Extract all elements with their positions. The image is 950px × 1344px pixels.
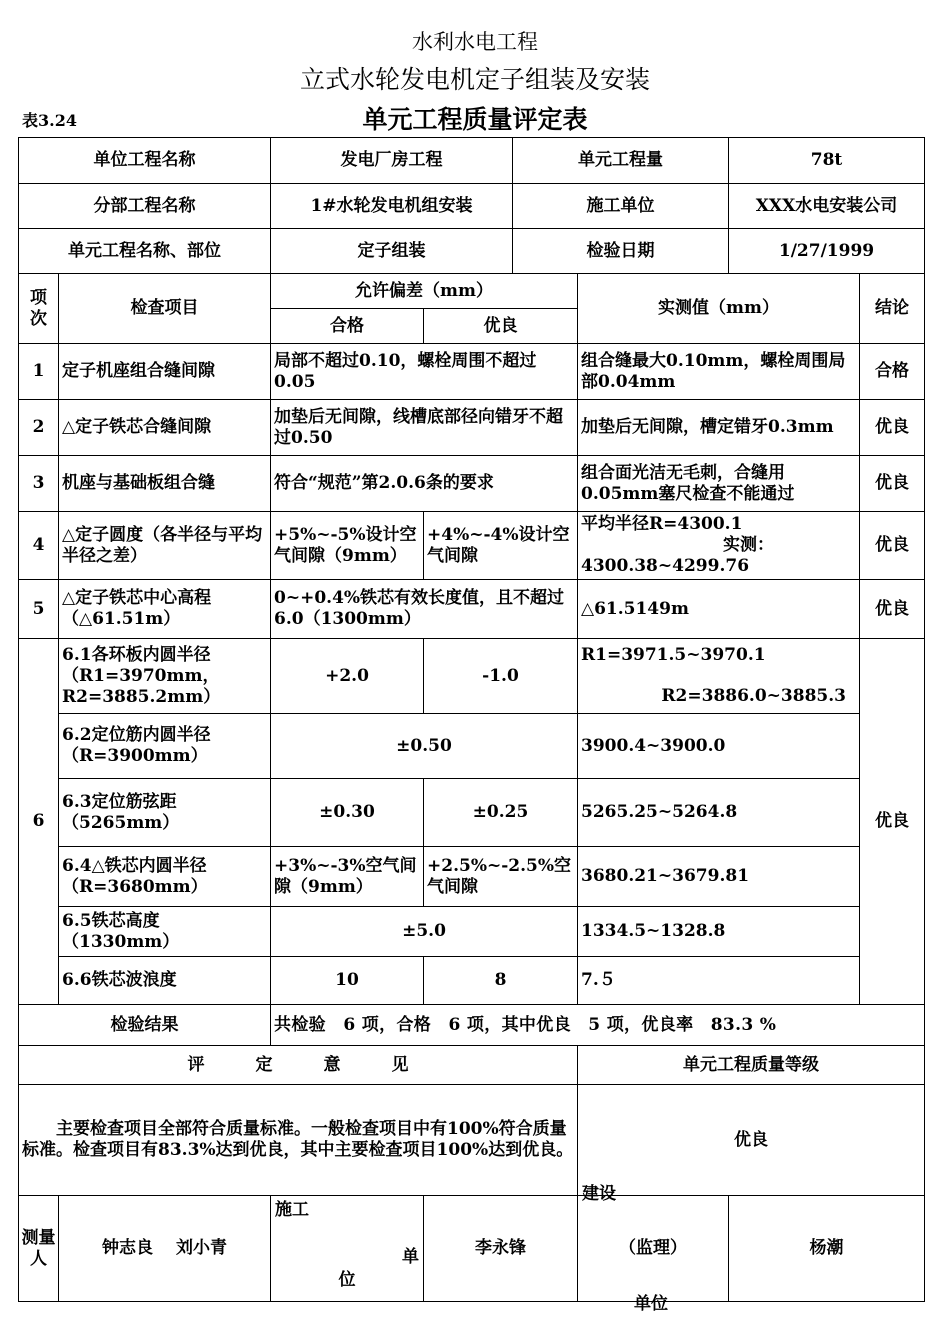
- construction-unit-label: [271, 1196, 424, 1302]
- header-line2: 立式水轮发电机定子组装及安装: [299, 65, 650, 94]
- opinion-label: 评 定 意 见: [19, 1046, 578, 1085]
- row-tolerance: ±0.50: [271, 714, 578, 779]
- grade-label: 单元工程质量等级: [578, 1046, 925, 1085]
- result-label: 检验结果: [19, 1005, 271, 1046]
- row-qualified: +5%~-5%设计空气间隙（9mm）: [271, 512, 424, 580]
- table-row: [19, 957, 925, 1005]
- row-qualified: ±0.30: [271, 779, 424, 847]
- row-tolerance: 符合“规范”第2.0.6条的要求: [271, 456, 578, 512]
- unit-qty-label: 单元工程量: [513, 138, 729, 184]
- supervisor-rep: 杨潮: [729, 1196, 925, 1302]
- row-tolerance: 加垫后无间隙，线槽底部径向错牙不超过0.50: [271, 400, 578, 456]
- supervisor-line: （监理）: [619, 1238, 687, 1258]
- row-item: 6.2定位筋内圆半径（R=3900mm）: [59, 714, 271, 779]
- row-item: 6.3定位筋弦距（5265mm）: [59, 779, 271, 847]
- row-item: 定子机座组合缝间隙: [59, 344, 271, 400]
- unit-project-value: 发电厂房工程: [271, 138, 513, 184]
- construction-unit-line: 位: [338, 1270, 356, 1290]
- measured-line: 平均半径R=4300.1: [581, 514, 743, 534]
- row-excellent: 8: [424, 957, 578, 1005]
- construction-rep: 李永锋: [424, 1196, 578, 1302]
- row-item: △定子圆度（各半径与平均半径之差）: [59, 512, 271, 580]
- supervisor-line: 建设: [582, 1184, 616, 1204]
- row-result: 优良: [860, 580, 925, 639]
- info-row: [19, 184, 925, 229]
- measured-line: R2=3886.0~3885.3: [661, 686, 846, 706]
- contractor-value: XXX水电安装公司: [729, 184, 925, 229]
- row-excellent: +4%~-4%设计空气间隙: [424, 512, 578, 580]
- row-measured: 加垫后无间隙，槽定错牙0.3mm: [578, 400, 860, 456]
- table-row: [19, 639, 925, 714]
- row-qualified: +2.0: [271, 639, 424, 714]
- table-row: [19, 779, 925, 847]
- row-qualified: +3%~-3%空气间隙（9mm）: [271, 847, 424, 907]
- construction-unit-line: 单: [402, 1247, 419, 1267]
- row-measured: 3680.21~3679.81: [578, 847, 860, 907]
- row-measured: 1334.5~1328.8: [578, 907, 860, 957]
- supervisor-label: [578, 1184, 729, 1314]
- grade-value: 优良: [578, 1085, 925, 1196]
- row-qualified: 10: [271, 957, 424, 1005]
- info-row: [19, 229, 925, 274]
- table-row: [19, 344, 925, 400]
- row-measured: 5265.25~5264.8: [578, 779, 860, 847]
- form-title: 单元工程质量评定表: [362, 105, 588, 134]
- col-excellent-header: 优良: [424, 309, 578, 344]
- col-conclusion-header: 结论: [860, 274, 925, 344]
- column-header-row: [19, 274, 925, 309]
- supervisor-line: 单位: [634, 1294, 668, 1314]
- row-no: 2: [19, 400, 59, 456]
- col-measured-header: 实测值（mm）: [578, 274, 860, 344]
- row-item: 6.4△铁芯内圆半径（R=3680mm）: [59, 847, 271, 907]
- row-measured: 7.５: [578, 957, 860, 1005]
- header-line1: 水利水电工程: [412, 30, 538, 54]
- col-item-header: 检查项目: [59, 274, 271, 344]
- col-no-header: 项次: [19, 274, 59, 344]
- col-tolerance-header: 允许偏差（mm）: [271, 274, 578, 309]
- unit-qty-value: 78t: [729, 138, 925, 184]
- row-result: 优良: [860, 400, 925, 456]
- row-item: △定子铁芯合缝间隙: [59, 400, 271, 456]
- row-excellent: +2.5%~-2.5%空气间隙: [424, 847, 578, 907]
- row-item: 机座与基础板组合缝: [59, 456, 271, 512]
- row-excellent: ±0.25: [424, 779, 578, 847]
- table-row: [19, 847, 925, 907]
- row-item: 6.1各环板内圆半径（R1=3970mm，R2=3885.2mm）: [59, 639, 271, 714]
- row-measured: [578, 512, 860, 580]
- date-value: 1/27/1999: [729, 229, 925, 274]
- measured-line: R1=3971.5~3970.1: [581, 645, 766, 665]
- result-row: [19, 1005, 925, 1046]
- row-no: 3: [19, 456, 59, 512]
- element-label: 单元工程名称、部位: [19, 229, 271, 274]
- row-measured: 组合面光洁无毛刺，合缝用0.05mm塞尺检查不能通过: [578, 456, 860, 512]
- surveyor-label: 测量人: [19, 1196, 59, 1302]
- row-no: 5: [19, 580, 59, 639]
- sub-project-value: 1#水轮发电机组安装: [271, 184, 513, 229]
- table-row: [19, 907, 925, 957]
- unit-project-label: 单位工程名称: [19, 138, 271, 184]
- row-tolerance: ±5.0: [271, 907, 578, 957]
- row-measured: 组合缝最大0.10mm，螺栓周围局部0.04mm: [578, 344, 860, 400]
- opinion-row: [19, 1085, 925, 1196]
- row-no: 6: [19, 639, 59, 1005]
- table-row: [19, 400, 925, 456]
- surveyor-names: 钟志良 刘小青: [59, 1196, 271, 1302]
- table-row: [19, 512, 925, 580]
- table-number: 表3.24: [22, 111, 77, 130]
- measured-line: 4300.38~4299.76: [581, 556, 750, 576]
- row-result: 优良: [860, 512, 925, 580]
- construction-unit-line: 施工: [275, 1200, 309, 1220]
- row-no: 1: [19, 344, 59, 400]
- row-result: 优良: [860, 639, 925, 1005]
- contractor-label: 施工单位: [513, 184, 729, 229]
- date-label: 检验日期: [513, 229, 729, 274]
- element-value: 定子组装: [271, 229, 513, 274]
- result-text: 共检验 6 项，合格 6 项，其中优良 5 项，优良率 83.3 %: [271, 1005, 925, 1046]
- row-item: △定子铁芯中心高程（△61.51m）: [59, 580, 271, 639]
- signature-row: [19, 1196, 925, 1302]
- row-item: 6.6铁芯波浪度: [59, 957, 271, 1005]
- measured-line: 实测：: [723, 535, 774, 555]
- row-tolerance: 局部不超过0.10，螺栓周围不超过0.05: [271, 344, 578, 400]
- row-result: 合格: [860, 344, 925, 400]
- sub-project-label: 分部工程名称: [19, 184, 271, 229]
- row-no: 4: [19, 512, 59, 580]
- table-row: [19, 456, 925, 512]
- row-tolerance: 0~+0.4%铁芯有效长度值，且不超过6.0（1300mm）: [271, 580, 578, 639]
- row-measured: △61.5149m: [578, 580, 860, 639]
- col-qualified-header: 合格: [271, 309, 424, 344]
- row-excellent: -1.0: [424, 639, 578, 714]
- quality-assessment-table: [18, 137, 925, 1314]
- info-row: [19, 138, 925, 184]
- row-item: 6.5铁芯高度（1330mm）: [59, 907, 271, 957]
- opinion-text: 主要检查项目全部符合质量标准。一般检查项目中有100%符合质量标准。检查项目有83.3%达到优良，其中主要检查项目100%达到优良。: [19, 1085, 578, 1196]
- row-measured: [578, 639, 860, 714]
- row-result: 优良: [860, 456, 925, 512]
- table-row: [19, 714, 925, 779]
- table-row: [19, 580, 925, 639]
- row-measured: 3900.4~3900.0: [578, 714, 860, 779]
- opinion-header-row: [19, 1046, 925, 1085]
